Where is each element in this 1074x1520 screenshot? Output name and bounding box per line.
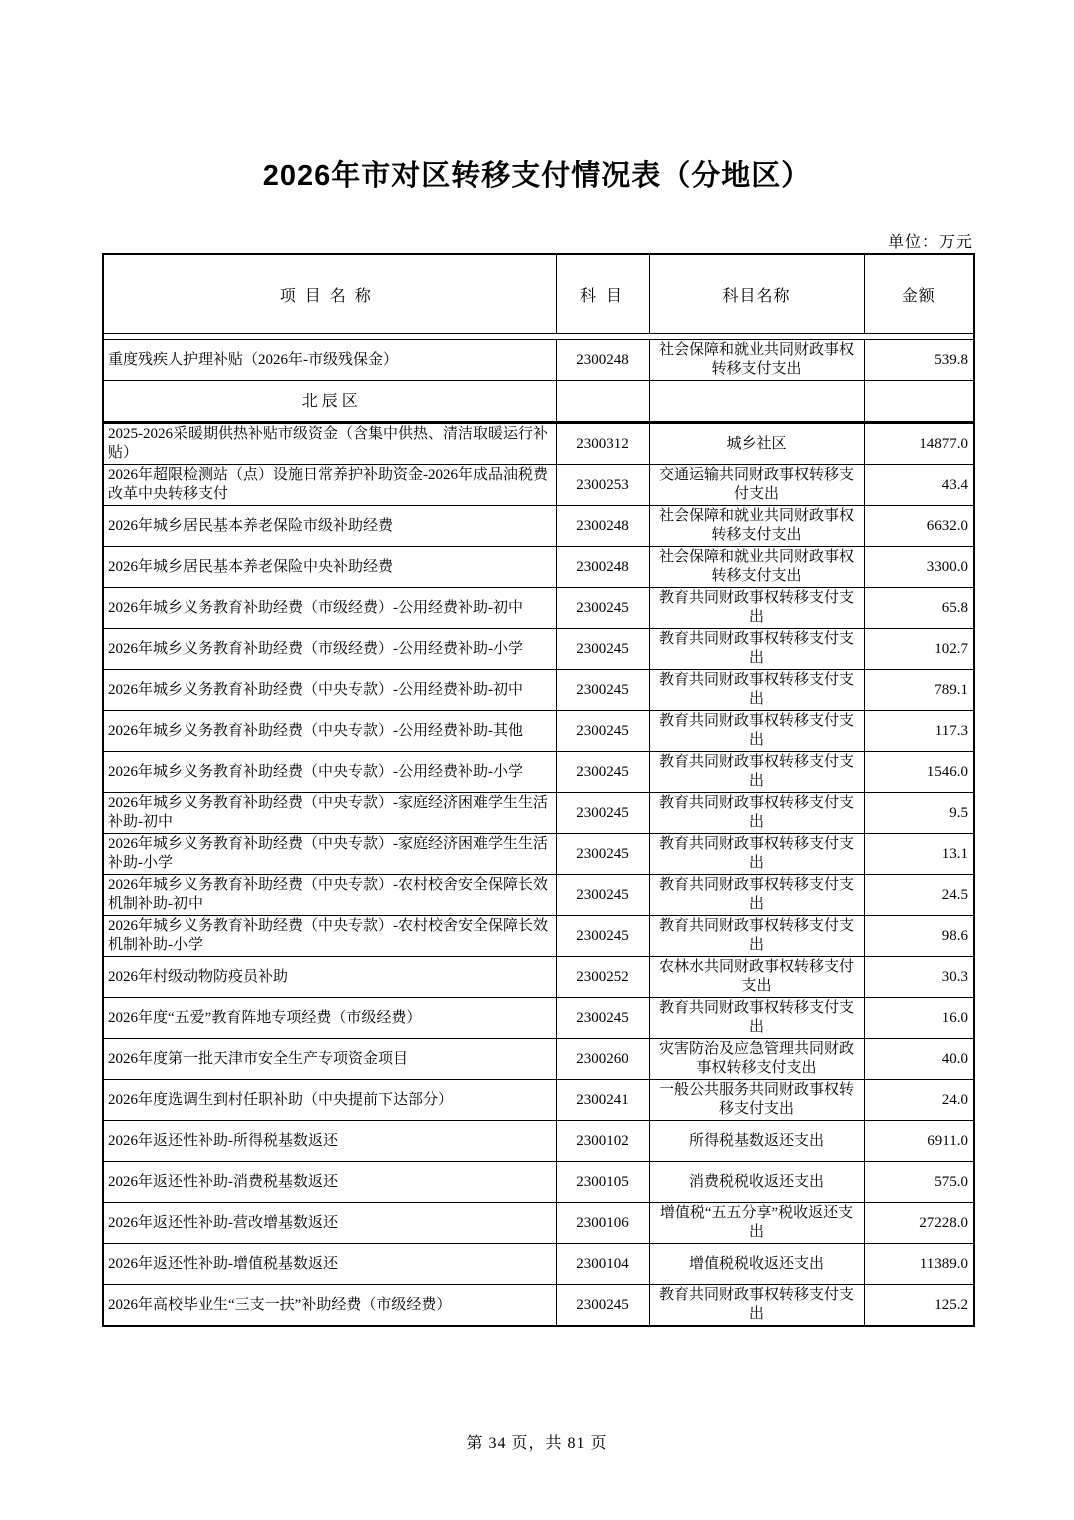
code-cell: 2300245 — [556, 834, 649, 875]
amount-cell: 11389.0 — [864, 1244, 974, 1285]
empty-cell — [556, 381, 649, 423]
table-row — [103, 423, 974, 465]
empty-cell — [864, 381, 974, 423]
project-cell: 2026年城乡义务教育补助经费（中央专款）-农村校舍安全保障长效机制补助-小学 — [103, 916, 556, 957]
table-row — [103, 1080, 974, 1121]
subject-cell: 灾害防治及应急管理共同财政事权转移支付支出 — [649, 1039, 864, 1080]
subject-cell: 教育共同财政事权转移支付支出 — [649, 1285, 864, 1327]
subject-cell: 教育共同财政事权转移支付支出 — [649, 793, 864, 834]
code-cell: 2300245 — [556, 1285, 649, 1327]
table-row — [103, 1285, 974, 1327]
project-cell: 2026年高校毕业生“三支一扶”补助经费（市级经费） — [103, 1285, 556, 1327]
project-cell: 2026年返还性补助-营改增基数返还 — [103, 1203, 556, 1244]
subject-cell: 城乡社区 — [649, 423, 864, 465]
table-body — [103, 334, 974, 1327]
code-cell: 2300245 — [556, 752, 649, 793]
header-subject-code: 科 目 — [556, 254, 649, 334]
subject-cell: 所得税基数返还支出 — [649, 1121, 864, 1162]
amount-cell: 9.5 — [864, 793, 974, 834]
amount-cell: 65.8 — [864, 588, 974, 629]
amount-cell: 575.0 — [864, 1162, 974, 1203]
amount-cell: 6632.0 — [864, 506, 974, 547]
amount-cell: 43.4 — [864, 465, 974, 506]
amount-cell: 16.0 — [864, 998, 974, 1039]
table-row — [103, 340, 974, 381]
subject-cell: 增值税税收返还支出 — [649, 1244, 864, 1285]
empty-cell — [649, 381, 864, 423]
amount-cell: 98.6 — [864, 916, 974, 957]
code-cell: 2300104 — [556, 1244, 649, 1285]
project-cell: 2026年城乡居民基本养老保险市级补助经费 — [103, 506, 556, 547]
project-cell: 2026年城乡居民基本养老保险中央补助经费 — [103, 547, 556, 588]
amount-cell: 539.8 — [864, 340, 974, 381]
project-cell: 2026年返还性补助-所得税基数返还 — [103, 1121, 556, 1162]
amount-cell: 3300.0 — [864, 547, 974, 588]
code-cell: 2300248 — [556, 506, 649, 547]
project-cell: 重度残疾人护理补贴（2026年-市级残保金） — [103, 340, 556, 381]
subject-cell: 教育共同财政事权转移支付支出 — [649, 752, 864, 793]
amount-cell: 14877.0 — [864, 423, 974, 465]
code-cell: 2300245 — [556, 793, 649, 834]
amount-cell: 30.3 — [864, 957, 974, 998]
amount-cell: 102.7 — [864, 629, 974, 670]
subject-cell: 教育共同财政事权转移支付支出 — [649, 916, 864, 957]
code-cell: 2300260 — [556, 1039, 649, 1080]
table-row — [103, 506, 974, 547]
project-cell: 2026年城乡义务教育补助经费（中央专款）-公用经费补助-其他 — [103, 711, 556, 752]
subject-cell: 社会保障和就业共同财政事权转移支付支出 — [649, 506, 864, 547]
amount-cell: 117.3 — [864, 711, 974, 752]
page-title: 2026年市对区转移支付情况表（分地区） — [262, 160, 812, 192]
table-row — [103, 629, 974, 670]
project-cell: 2026年城乡义务教育补助经费（中央专款）-家庭经济困难学生生活补助-初中 — [103, 793, 556, 834]
table-row — [103, 957, 974, 998]
project-cell: 2026年城乡义务教育补助经费（市级经费）-公用经费补助-初中 — [103, 588, 556, 629]
subject-cell: 教育共同财政事权转移支付支出 — [649, 629, 864, 670]
code-cell: 2300252 — [556, 957, 649, 998]
subject-cell: 一般公共服务共同财政事权转移支付支出 — [649, 1080, 864, 1121]
project-cell: 2026年超限检测站（点）设施日常养护补助资金-2026年成品油税费改革中央转移支付 — [103, 465, 556, 506]
table-row — [103, 670, 974, 711]
amount-cell: 24.0 — [864, 1080, 974, 1121]
table-row — [103, 1039, 974, 1080]
table-row — [103, 916, 974, 957]
table-row — [103, 465, 974, 506]
subject-cell: 社会保障和就业共同财政事权转移支付支出 — [649, 340, 864, 381]
amount-cell: 789.1 — [864, 670, 974, 711]
project-cell: 2026年城乡义务教育补助经费（中央专款）-农村校舍安全保障长效机制补助-初中 — [103, 875, 556, 916]
code-cell: 2300245 — [556, 998, 649, 1039]
transfer-payment-table — [102, 253, 975, 1327]
subject-cell: 交通运输共同财政事权转移支付支出 — [649, 465, 864, 506]
code-cell: 2300245 — [556, 875, 649, 916]
subject-cell: 农林水共同财政事权转移支付支出 — [649, 957, 864, 998]
table-row — [103, 547, 974, 588]
subject-cell: 社会保障和就业共同财政事权转移支付支出 — [649, 547, 864, 588]
table-row — [103, 1121, 974, 1162]
project-cell: 2026年度选调生到村任职补助（中央提前下达部分） — [103, 1080, 556, 1121]
code-cell: 2300248 — [556, 547, 649, 588]
table-row — [103, 588, 974, 629]
code-cell: 2300253 — [556, 465, 649, 506]
code-cell: 2300245 — [556, 670, 649, 711]
section-row — [103, 381, 974, 423]
subject-cell: 教育共同财政事权转移支付支出 — [649, 875, 864, 916]
project-cell: 2026年城乡义务教育补助经费（中央专款）-公用经费补助-小学 — [103, 752, 556, 793]
code-cell: 2300245 — [556, 711, 649, 752]
header-amount: 金额 — [864, 254, 974, 334]
table-row — [103, 998, 974, 1039]
code-cell: 2300245 — [556, 916, 649, 957]
project-cell: 2026年返还性补助-增值税基数返还 — [103, 1244, 556, 1285]
code-cell: 2300102 — [556, 1121, 649, 1162]
table-row — [103, 711, 974, 752]
project-cell: 2026年返还性补助-消费税基数返还 — [103, 1162, 556, 1203]
table-header — [103, 254, 974, 334]
header-project-name: 项目名称 — [103, 254, 556, 334]
subject-cell: 增值税“五五分享”税收返还支出 — [649, 1203, 864, 1244]
section-label-cell: 北 辰 区 — [103, 381, 556, 423]
subject-cell: 教育共同财政事权转移支付支出 — [649, 588, 864, 629]
code-cell: 2300312 — [556, 423, 649, 465]
code-cell: 2300245 — [556, 629, 649, 670]
table-row — [103, 1162, 974, 1203]
amount-cell: 24.5 — [864, 875, 974, 916]
subject-cell: 教育共同财政事权转移支付支出 — [649, 998, 864, 1039]
project-cell: 2026年村级动物防疫员补助 — [103, 957, 556, 998]
code-cell: 2300245 — [556, 588, 649, 629]
page-number: 第 34 页，共 81 页 — [466, 1435, 608, 1452]
amount-cell: 13.1 — [864, 834, 974, 875]
subject-cell: 消费税税收返还支出 — [649, 1162, 864, 1203]
table-row — [103, 1203, 974, 1244]
unit-label: 单位：万元 — [887, 234, 973, 251]
project-cell: 2026年度第一批天津市安全生产专项资金项目 — [103, 1039, 556, 1080]
header-subject-name: 科目名称 — [649, 254, 864, 334]
code-cell: 2300105 — [556, 1162, 649, 1203]
amount-cell: 125.2 — [864, 1285, 974, 1327]
amount-cell: 40.0 — [864, 1039, 974, 1080]
table-row — [103, 752, 974, 793]
project-cell: 2025-2026采暖期供热补贴市级资金（含集中供热、清洁取暖运行补贴） — [103, 423, 556, 465]
amount-cell: 1546.0 — [864, 752, 974, 793]
header-row — [103, 254, 974, 334]
subject-cell: 教育共同财政事权转移支付支出 — [649, 670, 864, 711]
project-cell: 2026年度“五爱”教育阵地专项经费（市级经费） — [103, 998, 556, 1039]
table-row — [103, 1244, 974, 1285]
code-cell: 2300106 — [556, 1203, 649, 1244]
table-row — [103, 793, 974, 834]
subject-cell: 教育共同财政事权转移支付支出 — [649, 711, 864, 752]
project-cell: 2026年城乡义务教育补助经费（中央专款）-公用经费补助-初中 — [103, 670, 556, 711]
amount-cell: 27228.0 — [864, 1203, 974, 1244]
project-cell: 2026年城乡义务教育补助经费（中央专款）-家庭经济困难学生生活补助-小学 — [103, 834, 556, 875]
project-cell: 2026年城乡义务教育补助经费（市级经费）-公用经费补助-小学 — [103, 629, 556, 670]
table-row — [103, 834, 974, 875]
amount-cell: 6911.0 — [864, 1121, 974, 1162]
subject-cell: 教育共同财政事权转移支付支出 — [649, 834, 864, 875]
table-row — [103, 875, 974, 916]
code-cell: 2300241 — [556, 1080, 649, 1121]
code-cell: 2300248 — [556, 340, 649, 381]
